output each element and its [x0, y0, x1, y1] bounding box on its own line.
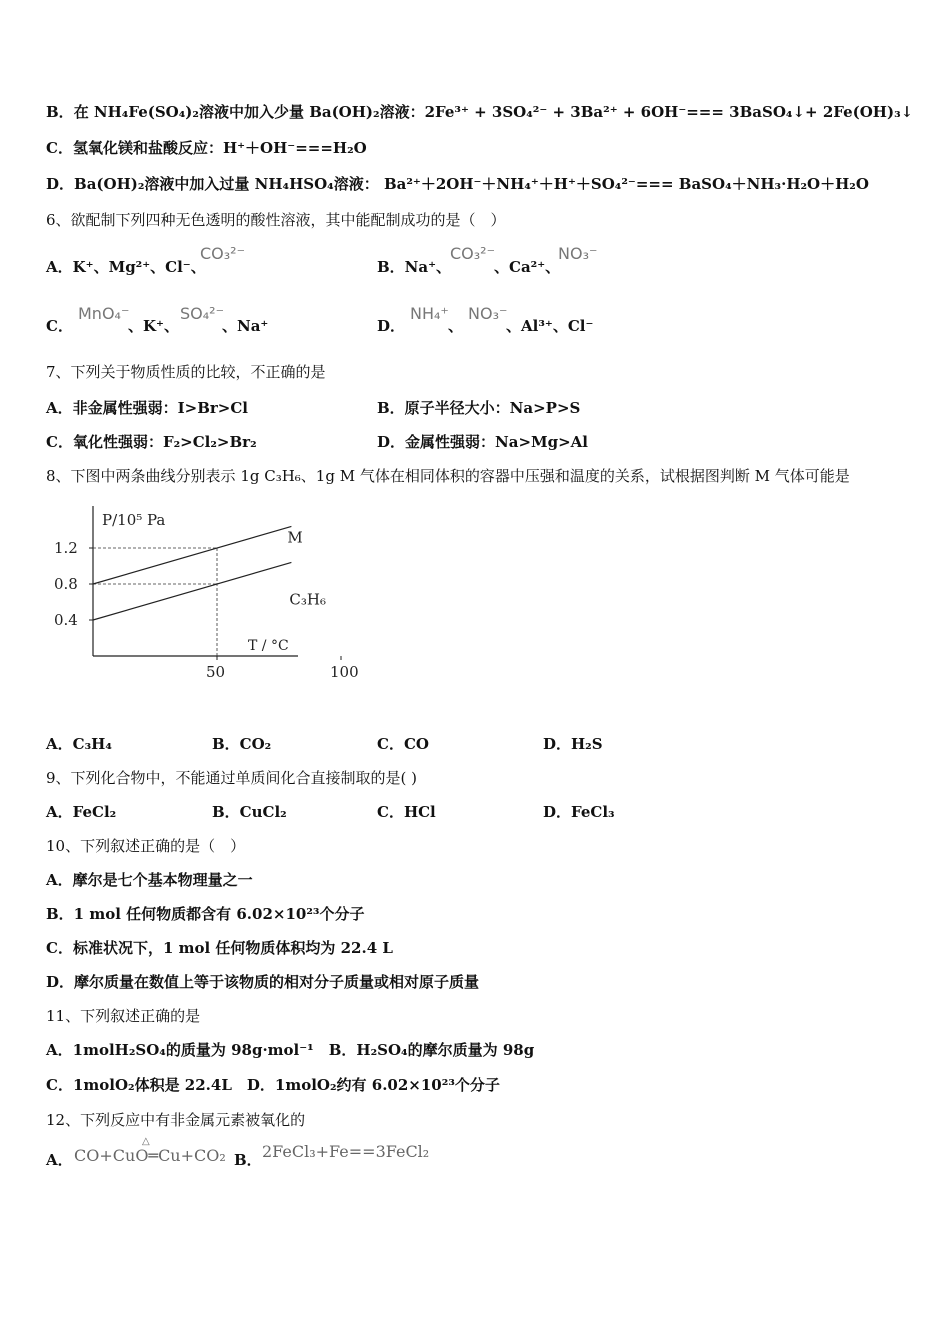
x-tick-label: 100	[330, 663, 359, 681]
series-label: M	[287, 528, 303, 547]
q9-stem: 9、下列化合物中，不能通过单质间化合直接制取的是( )	[46, 769, 418, 787]
q9-option-a: A．FeCl₂	[46, 803, 117, 821]
q12-option-b-label: B．	[234, 1151, 262, 1169]
q11-stem: 11、下列叙述正确的是	[46, 1007, 201, 1025]
q6-c-ion1: MnO₄⁻	[78, 304, 130, 323]
y-tick-label: 0.8	[54, 575, 78, 593]
option-label: C．	[46, 139, 73, 157]
q6-d-sep: 、	[448, 317, 464, 335]
q9-option-c: C．HCl	[377, 803, 436, 821]
x-axis-label: T / °C	[248, 638, 289, 654]
q6-option-b: B．Na⁺、	[377, 258, 452, 276]
q7-stem: 7、下列关于物质性质的比较，不正确的是	[46, 363, 326, 381]
q6-a-ion: CO₃²⁻	[200, 244, 246, 263]
option-text: 氢氧化镁和盐酸反应：H⁺＋OH⁻===H₂O	[72, 139, 367, 157]
q8-option-b: B．CO₂	[212, 735, 272, 753]
q12-option-a-label: A．	[46, 1151, 73, 1169]
q8-option-d: D．H₂S	[543, 735, 603, 753]
x-tick-label: 50	[206, 663, 226, 681]
option-text: Ba(OH)₂溶液中加入过量 NH₄HSO₄溶液： Ba²⁺＋2OH⁻＋NH₄⁺＋H⁺＋SO₄²⁻=== BaSO₄＋NH₃·H₂O＋H₂O	[74, 175, 869, 193]
q6-stem: 6、欲配制下列四种无色透明的酸性溶液，其中能配制成功的是（ ）	[46, 211, 506, 229]
q8-option-c: C．CO	[377, 735, 429, 753]
q9-option-d: D．FeCl₃	[543, 803, 615, 821]
q6-b-mid: 、Ca²⁺、	[494, 258, 561, 276]
q6-b-ion1: CO₃²⁻	[450, 244, 496, 263]
q10-stem: 10、下列叙述正确的是（ ）	[46, 837, 246, 855]
q7-option-a: A．非金属性强弱：I>Br>Cl	[46, 399, 249, 417]
q5-option-b	[46, 102, 913, 122]
q10-option-c: C．标准状况下，1 mol 任何物质体积均为 22.4 L	[46, 939, 393, 957]
q5-option-d	[46, 174, 869, 194]
y-tick-label: 0.4	[54, 611, 78, 629]
series-label: C₃H₆	[289, 590, 326, 609]
series-line-c3h6	[93, 562, 291, 620]
heat-condition: △	[142, 1136, 150, 1147]
chart-axes	[89, 506, 341, 660]
q6-c-mid: 、K⁺、	[128, 317, 179, 335]
option-label: D．	[46, 175, 75, 193]
q10-option-d: D．摩尔质量在数值上等于该物质的相对分子质量或相对原子质量	[46, 973, 480, 991]
q6-c-end: 、Na⁺	[222, 317, 269, 335]
pressure-temperature-chart	[40, 496, 359, 696]
q6-d-ion1: NH₄⁺	[410, 304, 449, 323]
q5-option-c	[46, 138, 367, 158]
y-tick-label: 1.2	[54, 539, 78, 557]
q10-option-b: B．1 mol 任何物质都含有 6.02×10²³个分子	[46, 905, 365, 923]
q6-option-a: A．K⁺、Mg²⁺、Cl⁻、	[46, 258, 206, 276]
q6-d-end: 、Al³⁺、Cl⁻	[506, 317, 594, 335]
series-line-m	[93, 526, 291, 584]
q8-option-a: A．C₃H₄	[46, 735, 112, 753]
option-label: B．	[46, 103, 74, 121]
q6-option-d: D．	[377, 317, 406, 335]
q11-options-cd: C．1molO₂体积是 22.4L D．1molO₂约有 6.02×10²³个分子	[46, 1076, 500, 1094]
q12-stem: 12、下列反应中有非金属元素被氧化的	[46, 1111, 306, 1129]
q9-option-b: B．CuCl₂	[212, 803, 287, 821]
chart-series	[93, 526, 291, 620]
q10-option-a: A．摩尔是七个基本物理量之一	[46, 871, 253, 889]
q6-d-ion2: NO₃⁻	[468, 304, 508, 323]
q11-options-ab: A．1molH₂SO₄的质量为 98g·mol⁻¹ B．H₂SO₄的摩尔质量为 98g	[46, 1041, 535, 1059]
q12-option-a-equation: CO+CuO═Cu+CO₂ △	[74, 1136, 226, 1165]
option-text: 在 NH₄Fe(SO₄)₂溶液中加入少量 Ba(OH)₂溶液：2Fe³⁺ + 3SO₄²⁻ + 3Ba²⁺ + 6OH⁻=== 3BaSO₄↓+ 2Fe(OH)₃↓	[73, 103, 914, 121]
y-axis-label: P/10⁵ Pa	[102, 511, 166, 529]
q7-option-b: B．原子半径大小：Na>P>S	[377, 399, 581, 417]
q7-option-d: D．金属性强弱：Na>Mg>Al	[377, 433, 589, 451]
q8-stem: 8、下图中两条曲线分别表示 1g C₃H₆、1g M 气体在相同体积的容器中压强和温度的关系，试根据图判断 M 气体可能是	[46, 467, 850, 485]
q6-option-c: C．	[46, 317, 73, 335]
q12-option-b-equation: 2FeCl₃+Fe==3FeCl₂	[262, 1142, 430, 1161]
q6-b-ion2: NO₃⁻	[558, 244, 598, 263]
q7-option-c: C．氧化性强弱：F₂>Cl₂>Br₂	[46, 433, 257, 451]
q6-c-ion2: SO₄²⁻	[180, 304, 225, 323]
